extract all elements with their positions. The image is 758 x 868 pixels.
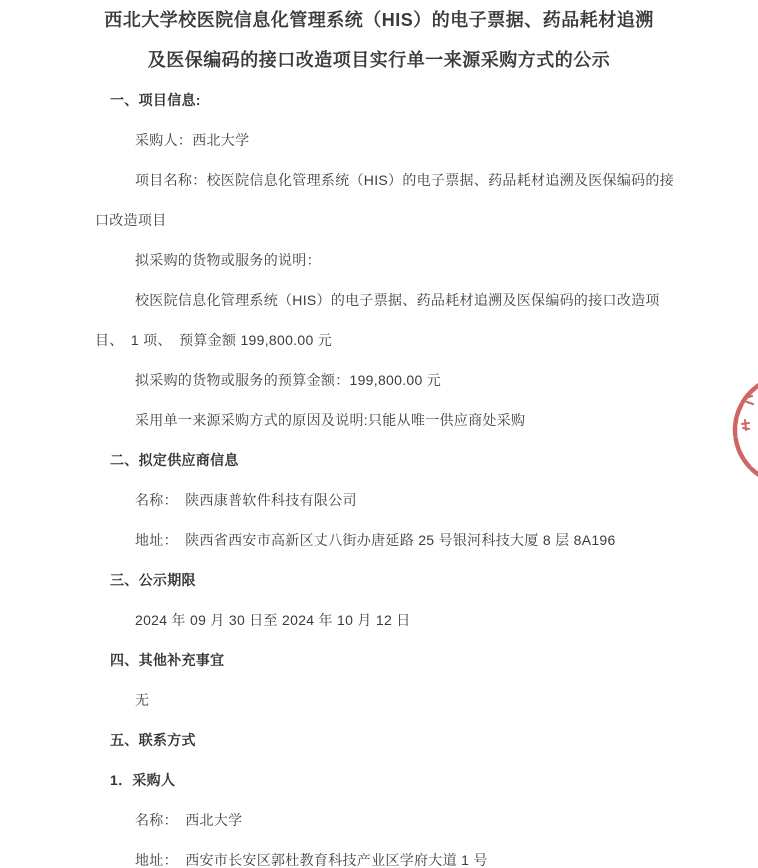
document-title-line: 西北大学校医院信息化管理系统（HIS）的电子票据、药品耗材追溯 <box>104 10 654 30</box>
paragraph-line: 拟采购的货物或服务的预算金额：199,800.00 元 <box>135 372 442 388</box>
paragraph-line: 采购人：西北大学 <box>135 132 250 148</box>
section-heading: 二、拟定供应商信息 <box>110 452 239 468</box>
section-heading: 五、联系方式 <box>110 732 196 748</box>
section-heading: 三、公示期限 <box>110 572 196 588</box>
paragraph-line: 项目名称：校医院信息化管理系统（HIS）的电子票据、药品耗材追溯及医保编码的接 <box>135 172 675 188</box>
paragraph-line: 校医院信息化管理系统（HIS）的电子票据、药品耗材追溯及医保编码的接口改造项 <box>135 292 660 308</box>
paragraph-line: 无 <box>135 692 150 708</box>
section-heading: 一、项目信息: <box>110 92 201 108</box>
section-heading: 1．采购人 <box>110 772 176 788</box>
paragraph-line: 采用单一来源采购方式的原因及说明:只能从唯一供应商处采购 <box>135 412 526 428</box>
paragraph-continuation-line: 口改造项目 <box>95 212 167 228</box>
section-heading: 四、其他补充事宜 <box>110 652 225 668</box>
paragraph-line: 名称： 陕西康普软件科技有限公司 <box>135 492 357 508</box>
paragraph-line: 地址： 陕西省西安市高新区丈八街办唐延路 25 号银河科技大厦 8 层 8A196 <box>135 532 616 548</box>
document-title-line: 及医保编码的接口改造项目实行单一来源采购方式的公示 <box>147 50 611 70</box>
paragraph-continuation-line: 目、 1 项、 预算金额 199,800.00 元 <box>95 332 333 348</box>
paragraph-line: 名称： 西北大学 <box>135 812 243 828</box>
paragraph-line: 2024 年 09 月 30 日至 2024 年 10 月 12 日 <box>135 612 411 628</box>
paragraph-line: 地址： 西安市长安区郭杜教育科技产业区学府大道 1 号 <box>135 852 488 868</box>
paragraph-line: 拟采购的货物或服务的说明： <box>135 252 321 268</box>
